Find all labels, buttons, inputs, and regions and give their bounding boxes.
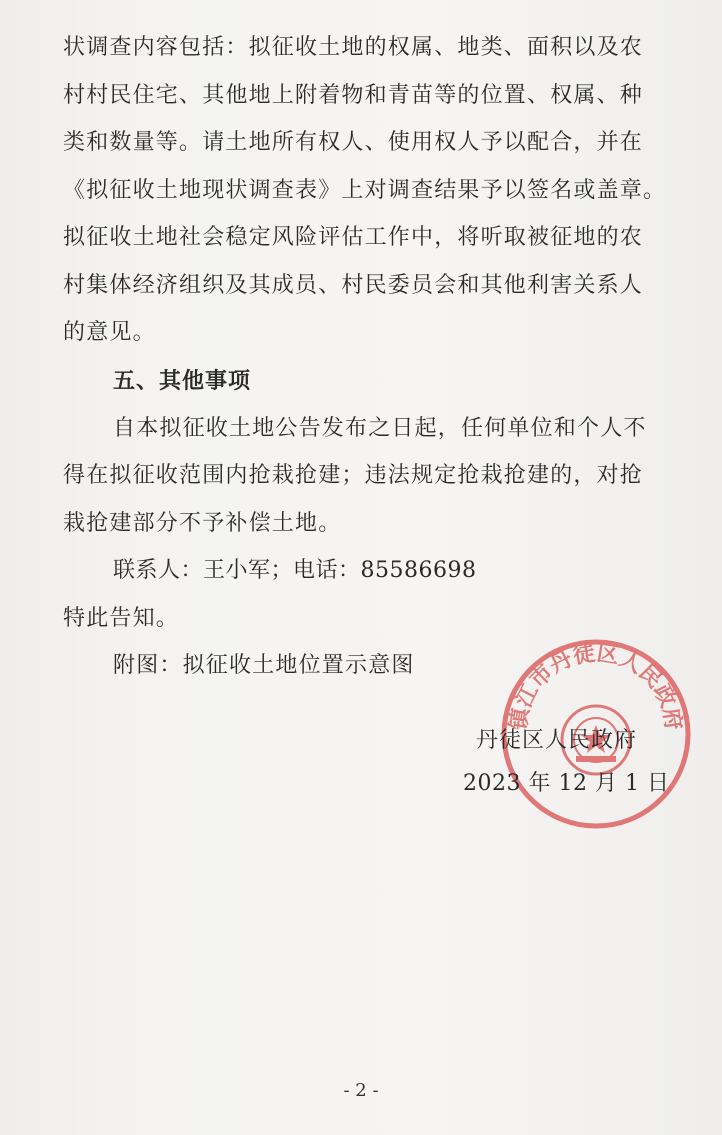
seal-text: 镇江市丹徒区人民政府 xyxy=(506,641,686,732)
paragraph-line: 的意见。 xyxy=(63,320,156,345)
notice-line: 得在拟征收范围内抢栽抢建；违法规定抢栽抢建的，对抢 xyxy=(63,463,644,488)
paragraph-line: 《拟征收土地现状调查表》上对调查结果予以签名或盖章。 xyxy=(63,178,667,203)
notice-line: 栽抢建部分不予补偿土地。 xyxy=(63,511,342,536)
paragraph-line: 状调查内容包括：拟征收土地的权属、地类、面积以及农 xyxy=(63,35,644,60)
attachment-line: 附图：拟征收土地位置示意图 xyxy=(113,653,415,678)
closing-line: 特此告知。 xyxy=(63,606,180,631)
paragraph-line: 村村民住宅、其他地上附着物和青苗等的位置、权属、种 xyxy=(63,83,644,108)
issue-date: 2023 年 12 月 1 日 xyxy=(463,771,670,796)
issuer-name: 丹徒区人民政府 xyxy=(476,728,638,753)
paragraph-line: 村集体经济组织及其成员、村民委员会和其他利害关系人 xyxy=(63,273,644,298)
paragraph-line: 类和数量等。请土地所有权人、使用权人予以配合，并在 xyxy=(63,130,644,155)
page-number: - 2 - xyxy=(343,1080,379,1101)
paragraph-line: 拟征收土地社会稳定风险评估工作中，将听取被征地的农 xyxy=(63,225,644,250)
contact-line: 联系人：王小军；电话：85586698 xyxy=(113,558,477,583)
section-heading: 五、其他事项 xyxy=(113,368,252,394)
notice-line: 自本拟征收土地公告发布之日起，任何单位和个人不 xyxy=(113,416,647,441)
